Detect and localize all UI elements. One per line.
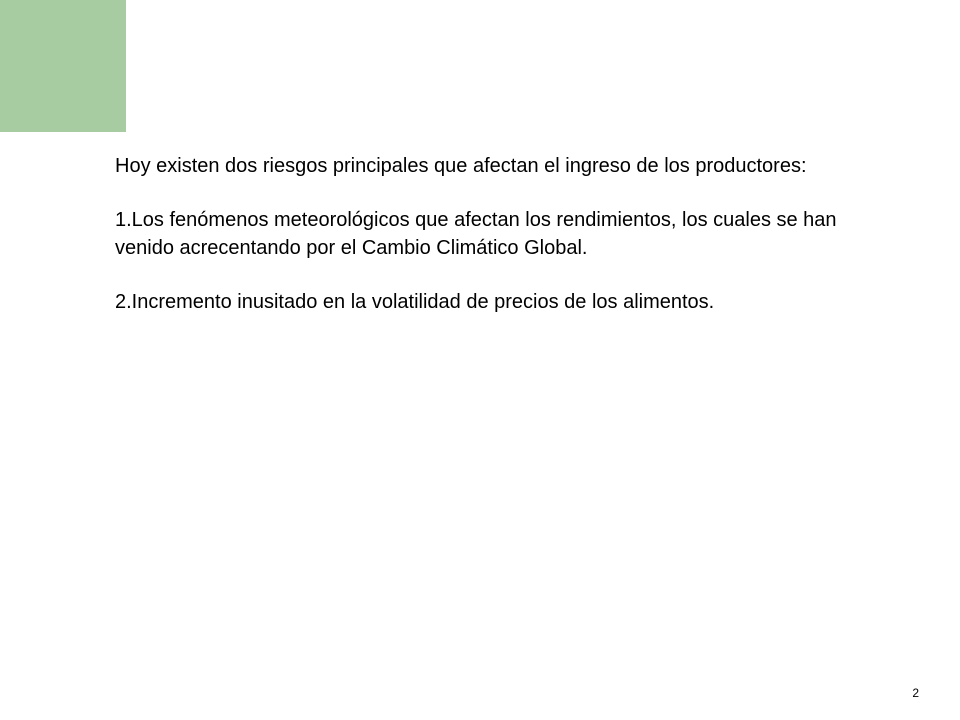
accent-block (0, 0, 126, 132)
risk-item-1: 1.Los fenómenos meteorológicos que afectan los rendimientos, los cuales se han venido acrecentando por el Cambio Climático Global. (115, 209, 837, 259)
page-number: 2 (912, 686, 919, 700)
risk-item-2: 2.Incremento inusitado en la volatilidad de precios de los alimentos. (115, 291, 715, 313)
intro-paragraph: Hoy existen dos riesgos principales que afectan el ingreso de los productores: (115, 155, 807, 177)
slide-body (115, 152, 855, 316)
